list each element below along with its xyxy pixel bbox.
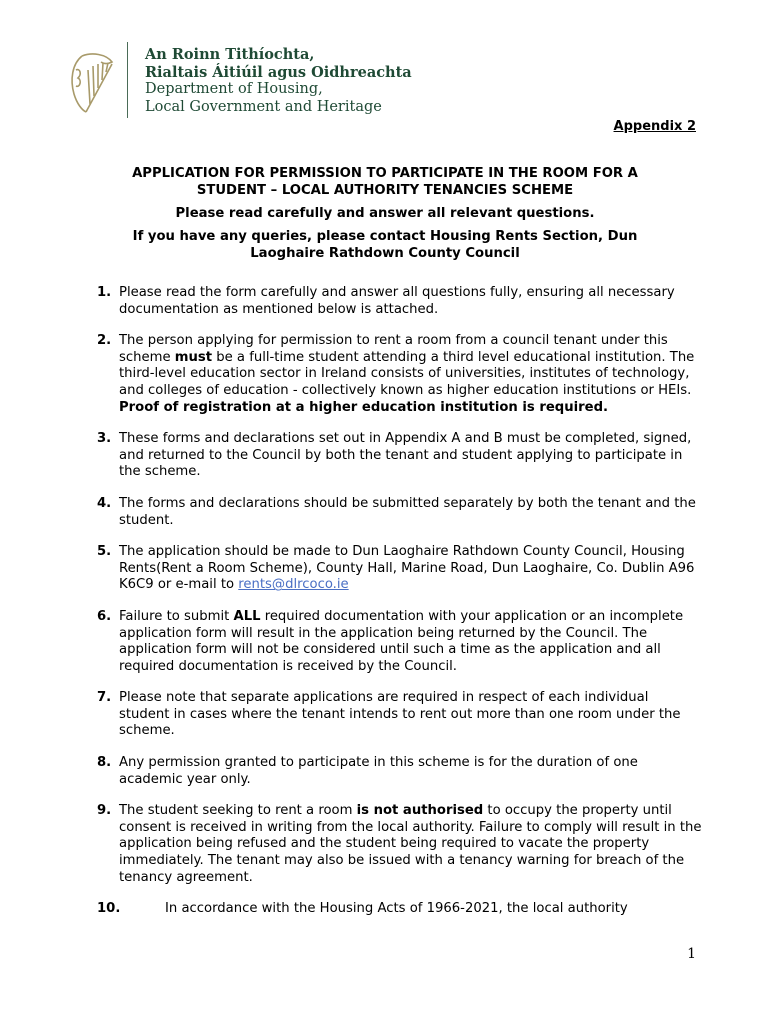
item-text	[119, 609, 702, 675]
contact-line-1: If you have any queries, please contact Housing Rents Section, Dun	[132, 229, 638, 244]
contact-line-2: Laoghaire Rathdown County Council	[250, 245, 520, 261]
item-text-part: The application should be made to Dun Laoghaire Rathdown County Council, Housing Rents(Rent a Room Scheme), County Hall, Marine Road, Dun Laoghaire, Co. Dublin A96 K6C9 or e-mail to	[119, 544, 695, 593]
item-emphasis: Proof of registration at a higher education institution is required.	[119, 399, 609, 415]
instructions-list	[97, 285, 702, 933]
appendix-label: Appendix 2	[613, 119, 696, 134]
item-number: 3.	[97, 431, 112, 447]
department-name	[145, 46, 412, 116]
item-text: In accordance with the Housing Acts of 1966-2021, the local authority	[165, 901, 628, 917]
item-number: 1.	[97, 285, 112, 300]
item-text	[119, 803, 702, 886]
item-emphasis: is not authorised	[356, 803, 484, 819]
item-text-part: The student seeking to rent a room	[119, 803, 357, 819]
department-header	[68, 42, 468, 122]
item-number: 8.	[97, 755, 112, 771]
list-item	[97, 609, 702, 675]
item-text	[119, 544, 702, 594]
item-number: 5.	[97, 544, 112, 560]
item-text-part: required documentation with your application or an incomplete application form will result in the application being returned by the Council. The application form will not be considered until such a time as the application and all required documentation is received by the Council.	[119, 608, 684, 674]
list-item	[97, 544, 702, 594]
header-divider	[127, 42, 128, 118]
item-number: 6.	[97, 608, 112, 624]
instruction-text: Please read carefully and answer all relevant questions.	[175, 206, 595, 221]
item-text-part: be a full-time student attending a third level educational institution. The third-level education sector in Ireland consists of universities, institutes of technology, and colleges of education - collectively known as higher education institutions or HEIs.	[119, 349, 695, 398]
list-item	[97, 496, 702, 529]
item-emphasis: must	[174, 349, 213, 365]
dept-line-english-1: Department of Housing,	[145, 81, 323, 97]
list-item	[97, 901, 702, 918]
item-number: 9.	[97, 803, 112, 819]
list-item	[97, 285, 702, 318]
list-item	[97, 333, 702, 416]
dept-line-english-2: Local Government and Heritage	[145, 98, 382, 115]
contact-info	[90, 229, 680, 262]
list-item	[97, 431, 702, 481]
form-title	[90, 166, 680, 199]
dept-line-irish-1: An Roinn Tithíochta,	[145, 46, 315, 63]
item-text: Please read the form carefully and answer all questions fully, ensuring all necessary documentation as mentioned below is attached.	[119, 285, 675, 317]
item-number: 10.	[97, 901, 121, 917]
dept-line-irish-2: Rialtais Áitiúil agus Oidhreachta	[145, 63, 412, 81]
page-number: 1	[687, 946, 696, 962]
item-text: The forms and declarations should be submitted separately by both the tenant and the student.	[119, 495, 696, 528]
item-number: 2.	[97, 333, 112, 349]
item-text: Any permission granted to participate in this scheme is for the duration of one academic year only.	[119, 755, 638, 787]
item-number: 4.	[97, 495, 112, 511]
item-emphasis: ALL	[233, 608, 261, 624]
form-title-line-1: APPLICATION FOR PERMISSION TO PARTICIPATE IN THE ROOM FOR A	[132, 166, 638, 181]
item-text-part: to occupy the property until consent is received in writing from the local authority. Failure to comply will result in the application being refused and the student being required to vacate the property immediately. The tenant may also be issued with a tenancy warning for breach of the tenancy agreement.	[119, 803, 702, 885]
email-link[interactable]: rents@dlrcoco.ie	[238, 577, 349, 593]
item-text: These forms and declarations set out in Appendix A and B must be completed, signed, and returned to the Council by both the tenant and student applying to participate in the scheme.	[119, 431, 692, 480]
item-text	[119, 333, 702, 416]
item-text: Please note that separate applications are required in respect of each individual student in cases where the tenant intends to rent out more than one room under the scheme.	[119, 690, 681, 739]
item-text-part: The person applying for permission to rent a room from a council tenant under this scheme	[119, 333, 668, 365]
item-number: 7.	[97, 690, 112, 706]
harp-icon	[68, 50, 118, 116]
list-item	[97, 690, 702, 740]
list-item	[97, 803, 702, 886]
list-item	[97, 755, 702, 788]
item-text-part: Failure to submit	[119, 608, 234, 624]
form-title-line-2: STUDENT – LOCAL AUTHORITY TENANCIES SCHEME	[196, 182, 574, 198]
